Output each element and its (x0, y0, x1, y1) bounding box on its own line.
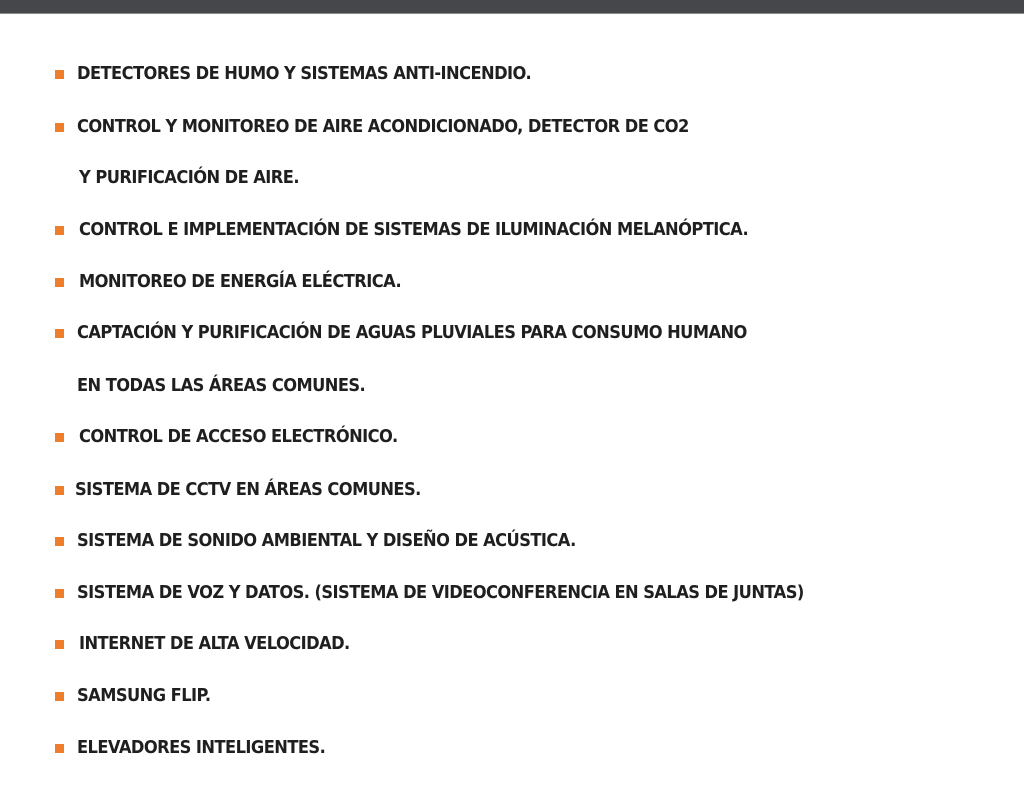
bullet-icon (55, 433, 64, 442)
feature-text: SISTEMA DE SONIDO AMBIENTAL Y DISEÑO DE ACÚSTICA. (77, 531, 576, 551)
bullet-icon (55, 589, 64, 598)
feature-text: SISTEMA DE VOZ Y DATOS. (SISTEMA DE VIDEOCONFERENCIA EN SALAS DE JUNTAS) (77, 583, 804, 603)
feature-text: SAMSUNG FLIP. (77, 686, 211, 706)
bullet-icon (55, 70, 64, 79)
feature-text: INTERNET DE ALTA VELOCIDAD. (79, 634, 350, 654)
bullet-icon (55, 123, 64, 132)
feature-text: DETECTORES DE HUMO Y SISTEMAS ANTI-INCENDIO. (77, 64, 532, 84)
bullet-icon (55, 692, 64, 701)
feature-text: ELEVADORES INTELIGENTES. (77, 738, 326, 758)
feature-text-continuation: EN TODAS LAS ÁREAS COMUNES. (77, 376, 366, 396)
bullet-icon (55, 329, 64, 338)
bullet-icon (55, 640, 64, 649)
feature-text: CONTROL E IMPLEMENTACIÓN DE SISTEMAS DE ILUMINACIÓN MELANÓPTICA. (79, 220, 749, 240)
feature-text: CONTROL Y MONITOREO DE AIRE ACONDICIONADO, DETECTOR DE CO2 (77, 117, 689, 137)
bullet-icon (55, 537, 64, 546)
bullet-icon (55, 744, 64, 753)
feature-text: MONITOREO DE ENERGÍA ELÉCTRICA. (79, 272, 402, 292)
bullet-icon (55, 278, 64, 287)
bullet-icon (55, 486, 64, 495)
feature-text-continuation: Y PURIFICACIÓN DE AIRE. (79, 168, 299, 188)
feature-text: SISTEMA DE CCTV EN ÁREAS COMUNES. (75, 480, 421, 500)
feature-text: CAPTACIÓN Y PURIFICACIÓN DE AGUAS PLUVIALES PARA CONSUMO HUMANO (77, 323, 747, 343)
feature-text: CONTROL DE ACCESO ELECTRÓNICO. (79, 427, 398, 447)
bullet-icon (55, 226, 64, 235)
